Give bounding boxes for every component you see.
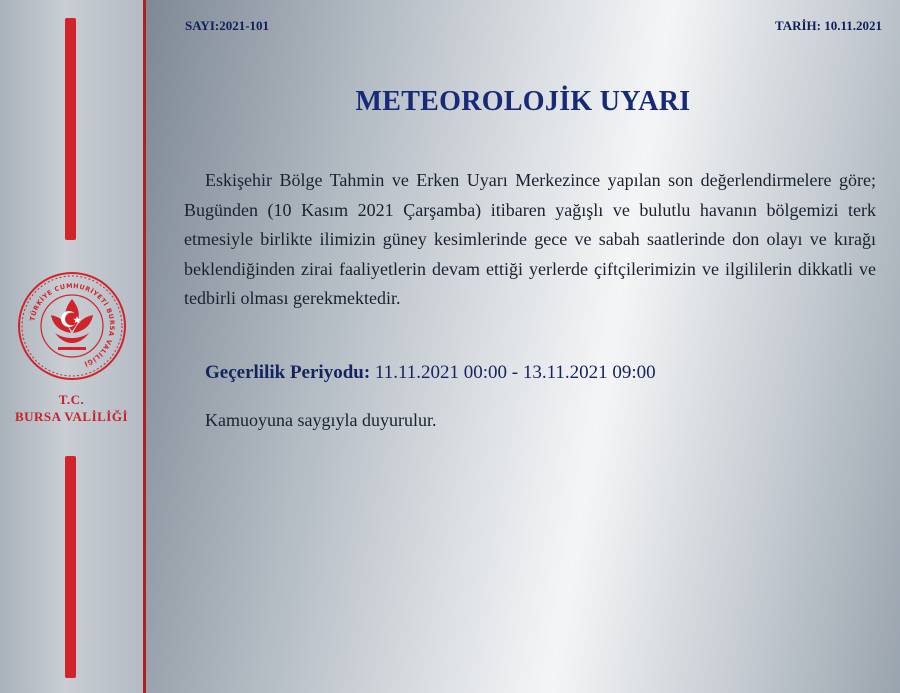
- announcement-panel: [146, 0, 900, 693]
- warning-paragraph: Eskişehir Bölge Tahmin ve Erken Uyarı Merkezince yapılan son değerlendirmelere göre; Bugünden (10 Kasım 2021 Çarşamba) itibaren yağışlı ve bulutlu havanın bölgemizi terk etmesiyle birlikte ilimizin güney kesimlerinde gece ve sabah saatlerinde don olayı ve kırağı beklendiğinden zirai faaliyetlerin devam ettiği yerlerde çiftçilerimizin ve ilgililerin dikkatli ve tedbirli olması gerekmektedir.: [184, 170, 876, 308]
- bursa-governorship-emblem-icon: [17, 271, 127, 381]
- svg-text:TÜRKİYE CUMHURİYETİ BURSA VALİ: TÜRKİYE CUMHURİYETİ BURSA VALİLİĞİ: [28, 281, 117, 368]
- sidebar: [0, 0, 143, 693]
- tc-label: T.C.: [58, 392, 85, 407]
- page-title: METEOROLOJİK UYARI: [355, 86, 691, 117]
- closing-statement: Kamuoyuna saygıyla duyurulur.: [205, 410, 437, 430]
- document-date: TARİH: 10.11.2021: [774, 18, 882, 33]
- bursa-valiligi-label: BURSA VALİLİĞİ: [14, 409, 129, 424]
- document-number: SAYI:2021-101: [185, 18, 270, 33]
- validity-period: [205, 362, 656, 384]
- validity-period-label: Geçerlilik Periyodu:: [205, 362, 371, 383]
- validity-period-value: 11.11.2021 00:00 - 13.11.2021 09:00: [374, 362, 656, 383]
- decorative-red-bar-top: [65, 18, 76, 240]
- decorative-red-bar-bottom: [65, 456, 76, 678]
